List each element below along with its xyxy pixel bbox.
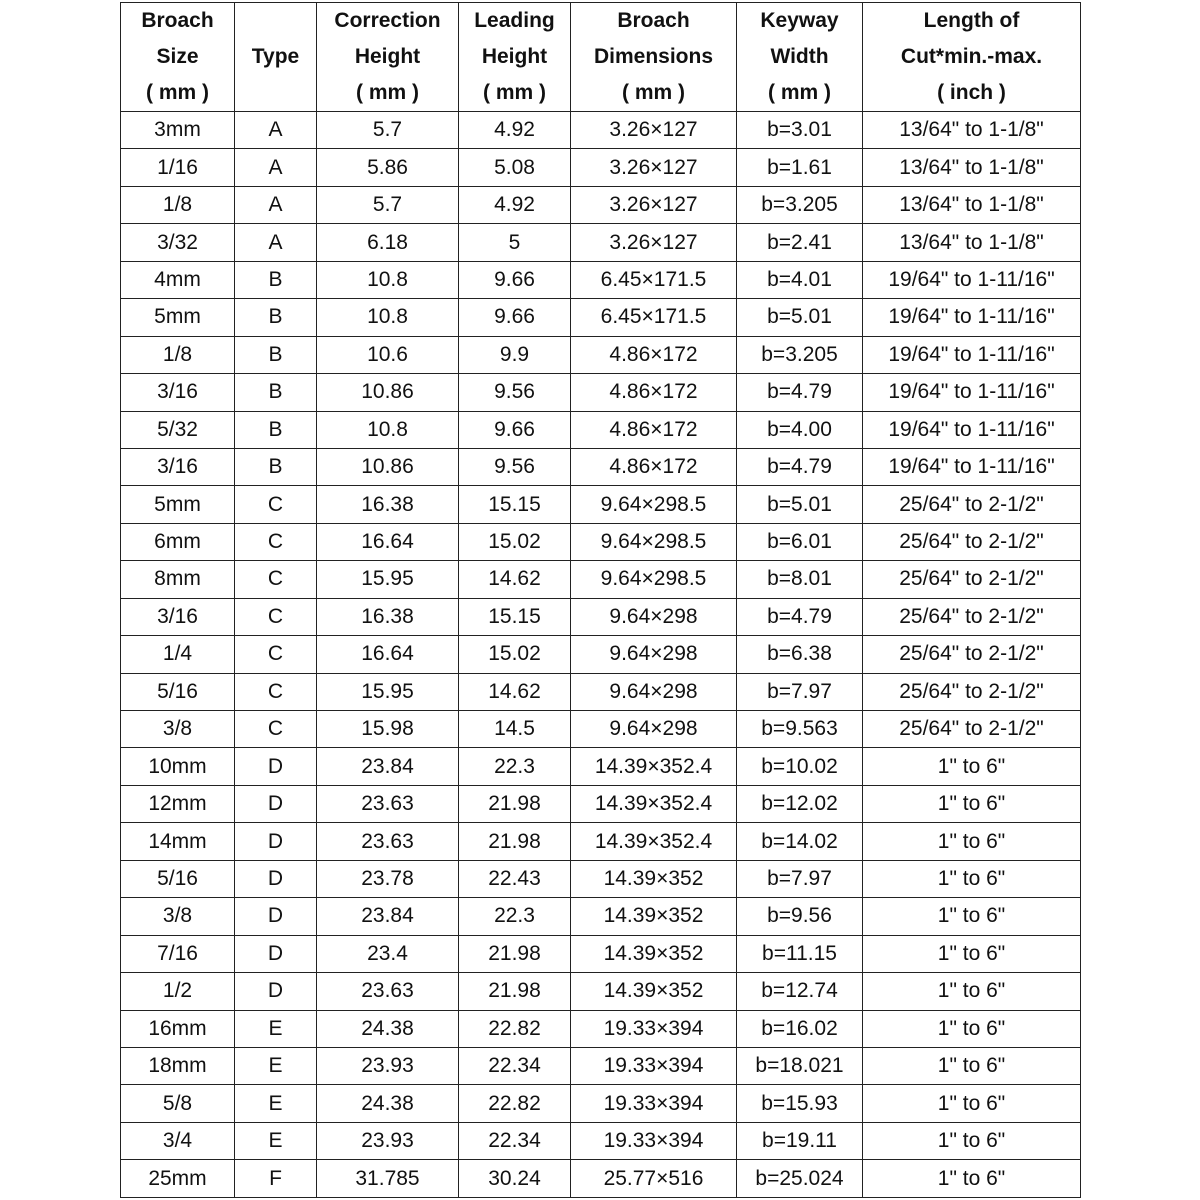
cell-leading-height: 22.3 xyxy=(459,898,571,935)
cell-broach-dimensions: 9.64×298 xyxy=(571,598,737,635)
column-header-line: ( inch ) xyxy=(937,81,1006,104)
cell-keyway-width: b=9.563 xyxy=(737,711,863,748)
column-header-line: Height xyxy=(354,45,421,68)
cell-leading-height: 14.62 xyxy=(459,561,571,598)
cell-length-of-cut: 25/64" to 2-1/2" xyxy=(863,598,1081,635)
cell-length-of-cut: 1" to 6" xyxy=(863,785,1081,822)
cell-correction-height: 10.86 xyxy=(317,448,459,485)
cell-broach-dimensions: 4.86×172 xyxy=(571,411,737,448)
cell-type: A xyxy=(235,186,317,223)
cell-broach-size: 3/16 xyxy=(121,598,235,635)
column-header-line: Length of xyxy=(923,9,1020,32)
cell-correction-height: 23.63 xyxy=(317,973,459,1010)
cell-keyway-width: b=9.56 xyxy=(737,898,863,935)
cell-correction-height: 23.78 xyxy=(317,860,459,897)
table-row xyxy=(121,1122,1081,1159)
cell-broach-size: 14mm xyxy=(121,823,235,860)
cell-leading-height: 14.62 xyxy=(459,673,571,710)
table-row xyxy=(121,898,1081,935)
column-header-line: Cut*min.-max. xyxy=(900,45,1043,68)
cell-correction-height: 16.38 xyxy=(317,486,459,523)
cell-broach-dimensions: 19.33×394 xyxy=(571,1122,737,1159)
cell-leading-height: 22.34 xyxy=(459,1047,571,1084)
cell-leading-height: 22.34 xyxy=(459,1122,571,1159)
table-row xyxy=(121,1085,1081,1122)
cell-broach-size: 25mm xyxy=(121,1160,235,1198)
cell-type: D xyxy=(235,860,317,897)
table-body xyxy=(121,112,1081,1198)
cell-broach-dimensions: 3.26×127 xyxy=(571,149,737,186)
table-row xyxy=(121,973,1081,1010)
column-header-line: Height xyxy=(481,45,548,68)
cell-correction-height: 23.63 xyxy=(317,823,459,860)
cell-keyway-width: b=4.79 xyxy=(737,448,863,485)
cell-correction-height: 16.64 xyxy=(317,636,459,673)
cell-broach-dimensions: 19.33×394 xyxy=(571,1085,737,1122)
cell-broach-size: 5mm xyxy=(121,299,235,336)
cell-length-of-cut: 1" to 6" xyxy=(863,823,1081,860)
cell-broach-dimensions: 9.64×298 xyxy=(571,636,737,673)
cell-broach-size: 1/4 xyxy=(121,636,235,673)
cell-broach-dimensions: 14.39×352.4 xyxy=(571,785,737,822)
cell-length-of-cut: 19/64" to 1-11/16" xyxy=(863,336,1081,373)
column-header-correction-height xyxy=(317,3,459,112)
cell-length-of-cut: 1" to 6" xyxy=(863,1010,1081,1047)
cell-broach-size: 1/2 xyxy=(121,973,235,1010)
column-header-line: Broach xyxy=(617,9,690,32)
cell-leading-height: 21.98 xyxy=(459,935,571,972)
cell-correction-height: 10.6 xyxy=(317,336,459,373)
table-row xyxy=(121,561,1081,598)
cell-broach-dimensions: 9.64×298 xyxy=(571,711,737,748)
cell-type: C xyxy=(235,673,317,710)
table-row xyxy=(121,598,1081,635)
cell-broach-size: 7/16 xyxy=(121,935,235,972)
cell-broach-dimensions: 6.45×171.5 xyxy=(571,261,737,298)
column-header-broach-size xyxy=(121,3,235,112)
table-row xyxy=(121,711,1081,748)
cell-broach-dimensions: 14.39×352 xyxy=(571,935,737,972)
cell-keyway-width: b=12.74 xyxy=(737,973,863,1010)
broach-spec-sheet xyxy=(120,2,1080,1198)
cell-broach-size: 3/4 xyxy=(121,1122,235,1159)
cell-leading-height: 15.02 xyxy=(459,636,571,673)
cell-broach-size: 18mm xyxy=(121,1047,235,1084)
cell-broach-dimensions: 4.86×172 xyxy=(571,374,737,411)
cell-length-of-cut: 13/64" to 1-1/8" xyxy=(863,186,1081,223)
cell-keyway-width: b=10.02 xyxy=(737,748,863,785)
column-header-line: Broach xyxy=(141,9,214,32)
cell-leading-height: 22.82 xyxy=(459,1010,571,1047)
cell-leading-height: 15.15 xyxy=(459,486,571,523)
table-row xyxy=(121,224,1081,261)
cell-broach-size: 5/32 xyxy=(121,411,235,448)
cell-leading-height: 21.98 xyxy=(459,973,571,1010)
cell-length-of-cut: 13/64" to 1-1/8" xyxy=(863,224,1081,261)
column-header-keyway-width xyxy=(737,3,863,112)
cell-length-of-cut: 1" to 6" xyxy=(863,860,1081,897)
cell-length-of-cut: 1" to 6" xyxy=(863,1160,1081,1198)
cell-leading-height: 9.56 xyxy=(459,374,571,411)
column-header-type xyxy=(235,3,317,112)
table-row xyxy=(121,186,1081,223)
cell-broach-size: 10mm xyxy=(121,748,235,785)
cell-type: C xyxy=(235,636,317,673)
cell-type: B xyxy=(235,261,317,298)
cell-length-of-cut: 1" to 6" xyxy=(863,935,1081,972)
table-row xyxy=(121,748,1081,785)
cell-length-of-cut: 25/64" to 2-1/2" xyxy=(863,523,1081,560)
cell-broach-dimensions: 14.39×352.4 xyxy=(571,748,737,785)
cell-correction-height: 15.95 xyxy=(317,561,459,598)
cell-correction-height: 23.93 xyxy=(317,1047,459,1084)
cell-correction-height: 23.63 xyxy=(317,785,459,822)
cell-leading-height: 30.24 xyxy=(459,1160,571,1198)
cell-leading-height: 4.92 xyxy=(459,112,571,149)
cell-keyway-width: b=7.97 xyxy=(737,673,863,710)
cell-leading-height: 22.43 xyxy=(459,860,571,897)
cell-leading-height: 4.92 xyxy=(459,186,571,223)
cell-correction-height: 10.8 xyxy=(317,261,459,298)
cell-length-of-cut: 1" to 6" xyxy=(863,1085,1081,1122)
cell-leading-height: 15.02 xyxy=(459,523,571,560)
cell-leading-height: 21.98 xyxy=(459,823,571,860)
cell-keyway-width: b=12.02 xyxy=(737,785,863,822)
cell-type: D xyxy=(235,935,317,972)
cell-broach-dimensions: 14.39×352 xyxy=(571,898,737,935)
cell-length-of-cut: 19/64" to 1-11/16" xyxy=(863,299,1081,336)
cell-length-of-cut: 19/64" to 1-11/16" xyxy=(863,374,1081,411)
cell-leading-height: 9.66 xyxy=(459,261,571,298)
cell-leading-height: 15.15 xyxy=(459,598,571,635)
cell-broach-size: 6mm xyxy=(121,523,235,560)
cell-correction-height: 10.8 xyxy=(317,411,459,448)
cell-length-of-cut: 25/64" to 2-1/2" xyxy=(863,561,1081,598)
cell-correction-height: 23.84 xyxy=(317,898,459,935)
cell-broach-dimensions: 6.45×171.5 xyxy=(571,299,737,336)
cell-broach-dimensions: 4.86×172 xyxy=(571,336,737,373)
cell-keyway-width: b=2.41 xyxy=(737,224,863,261)
cell-type: D xyxy=(235,898,317,935)
cell-length-of-cut: 25/64" to 2-1/2" xyxy=(863,673,1081,710)
column-header-line: Size xyxy=(156,45,199,68)
cell-correction-height: 31.785 xyxy=(317,1160,459,1198)
table-header xyxy=(121,3,1081,112)
broach-spec-table xyxy=(120,2,1081,1198)
table-row xyxy=(121,523,1081,560)
table-row xyxy=(121,374,1081,411)
cell-type: B xyxy=(235,448,317,485)
cell-broach-size: 1/16 xyxy=(121,149,235,186)
cell-keyway-width: b=5.01 xyxy=(737,299,863,336)
cell-type: E xyxy=(235,1047,317,1084)
cell-correction-height: 23.84 xyxy=(317,748,459,785)
cell-leading-height: 9.66 xyxy=(459,411,571,448)
table-row xyxy=(121,673,1081,710)
cell-length-of-cut: 1" to 6" xyxy=(863,973,1081,1010)
cell-length-of-cut: 25/64" to 2-1/2" xyxy=(863,486,1081,523)
cell-broach-size: 16mm xyxy=(121,1010,235,1047)
cell-broach-dimensions: 3.26×127 xyxy=(571,224,737,261)
table-row xyxy=(121,486,1081,523)
column-header-line: ( mm ) xyxy=(356,81,419,104)
cell-correction-height: 10.86 xyxy=(317,374,459,411)
cell-keyway-width: b=15.93 xyxy=(737,1085,863,1122)
cell-broach-size: 3/16 xyxy=(121,374,235,411)
table-row xyxy=(121,785,1081,822)
cell-broach-dimensions: 3.26×127 xyxy=(571,112,737,149)
cell-correction-height: 23.4 xyxy=(317,935,459,972)
table-row xyxy=(121,823,1081,860)
table-row xyxy=(121,1160,1081,1198)
cell-broach-size: 5mm xyxy=(121,486,235,523)
column-header-broach-dimensions xyxy=(571,3,737,112)
cell-broach-size: 8mm xyxy=(121,561,235,598)
cell-type: E xyxy=(235,1085,317,1122)
cell-type: D xyxy=(235,973,317,1010)
cell-broach-size: 5/8 xyxy=(121,1085,235,1122)
cell-keyway-width: b=14.02 xyxy=(737,823,863,860)
table-row xyxy=(121,636,1081,673)
cell-keyway-width: b=4.00 xyxy=(737,411,863,448)
cell-length-of-cut: 19/64" to 1-11/16" xyxy=(863,261,1081,298)
cell-type: D xyxy=(235,823,317,860)
cell-keyway-width: b=11.15 xyxy=(737,935,863,972)
cell-broach-dimensions: 3.26×127 xyxy=(571,186,737,223)
cell-leading-height: 22.3 xyxy=(459,748,571,785)
cell-keyway-width: b=18.021 xyxy=(737,1047,863,1084)
cell-type: A xyxy=(235,112,317,149)
cell-length-of-cut: 1" to 6" xyxy=(863,1047,1081,1084)
cell-broach-size: 3mm xyxy=(121,112,235,149)
cell-type: C xyxy=(235,598,317,635)
cell-broach-size: 12mm xyxy=(121,785,235,822)
column-header-line: Width xyxy=(770,45,829,68)
header-row xyxy=(121,3,1081,112)
cell-correction-height: 6.18 xyxy=(317,224,459,261)
cell-length-of-cut: 1" to 6" xyxy=(863,1122,1081,1159)
cell-keyway-width: b=25.024 xyxy=(737,1160,863,1198)
table-row xyxy=(121,336,1081,373)
table-row xyxy=(121,299,1081,336)
cell-leading-height: 21.98 xyxy=(459,785,571,822)
cell-broach-size: 5/16 xyxy=(121,673,235,710)
cell-keyway-width: b=16.02 xyxy=(737,1010,863,1047)
cell-length-of-cut: 1" to 6" xyxy=(863,748,1081,785)
cell-leading-height: 5.08 xyxy=(459,149,571,186)
cell-broach-dimensions: 19.33×394 xyxy=(571,1010,737,1047)
column-header-line: Leading xyxy=(474,9,555,32)
cell-broach-dimensions: 25.77×516 xyxy=(571,1160,737,1198)
cell-broach-size: 5/16 xyxy=(121,860,235,897)
column-header-line: Dimensions xyxy=(593,45,714,68)
cell-leading-height: 9.9 xyxy=(459,336,571,373)
table-row xyxy=(121,411,1081,448)
cell-length-of-cut: 1" to 6" xyxy=(863,898,1081,935)
cell-keyway-width: b=1.61 xyxy=(737,149,863,186)
table-row xyxy=(121,1010,1081,1047)
cell-broach-size: 3/32 xyxy=(121,224,235,261)
cell-broach-dimensions: 9.64×298.5 xyxy=(571,486,737,523)
cell-type: C xyxy=(235,523,317,560)
cell-type: E xyxy=(235,1122,317,1159)
table-row xyxy=(121,448,1081,485)
column-header-line: Keyway xyxy=(760,9,839,32)
cell-broach-dimensions: 9.64×298.5 xyxy=(571,561,737,598)
cell-type: B xyxy=(235,411,317,448)
cell-length-of-cut: 25/64" to 2-1/2" xyxy=(863,711,1081,748)
cell-keyway-width: b=3.205 xyxy=(737,186,863,223)
cell-type: C xyxy=(235,561,317,598)
cell-keyway-width: b=4.79 xyxy=(737,374,863,411)
cell-type: A xyxy=(235,224,317,261)
cell-type: C xyxy=(235,486,317,523)
cell-type: E xyxy=(235,1010,317,1047)
cell-correction-height: 23.93 xyxy=(317,1122,459,1159)
cell-correction-height: 5.7 xyxy=(317,186,459,223)
cell-correction-height: 16.38 xyxy=(317,598,459,635)
cell-broach-dimensions: 9.64×298 xyxy=(571,673,737,710)
cell-leading-height: 5 xyxy=(459,224,571,261)
cell-broach-size: 1/8 xyxy=(121,336,235,373)
cell-correction-height: 24.38 xyxy=(317,1085,459,1122)
table-row xyxy=(121,935,1081,972)
cell-leading-height: 9.56 xyxy=(459,448,571,485)
cell-type: B xyxy=(235,299,317,336)
cell-broach-size: 4mm xyxy=(121,261,235,298)
cell-keyway-width: b=3.01 xyxy=(737,112,863,149)
cell-correction-height: 15.98 xyxy=(317,711,459,748)
cell-broach-dimensions: 14.39×352 xyxy=(571,973,737,1010)
table-row xyxy=(121,112,1081,149)
cell-keyway-width: b=4.01 xyxy=(737,261,863,298)
cell-correction-height: 15.95 xyxy=(317,673,459,710)
column-header-line: Correction xyxy=(334,9,441,32)
cell-broach-size: 3/16 xyxy=(121,448,235,485)
column-header-line: ( mm ) xyxy=(146,81,209,104)
column-header-line: ( mm ) xyxy=(483,81,546,104)
cell-keyway-width: b=5.01 xyxy=(737,486,863,523)
cell-correction-height: 16.64 xyxy=(317,523,459,560)
cell-leading-height: 9.66 xyxy=(459,299,571,336)
cell-type: F xyxy=(235,1160,317,1198)
cell-type: C xyxy=(235,711,317,748)
cell-correction-height: 24.38 xyxy=(317,1010,459,1047)
cell-broach-dimensions: 19.33×394 xyxy=(571,1047,737,1084)
cell-correction-height: 5.7 xyxy=(317,112,459,149)
table-row xyxy=(121,1047,1081,1084)
cell-keyway-width: b=8.01 xyxy=(737,561,863,598)
cell-length-of-cut: 13/64" to 1-1/8" xyxy=(863,112,1081,149)
column-header-line: ( mm ) xyxy=(622,81,685,104)
column-header-line: Type xyxy=(251,45,300,68)
cell-length-of-cut: 19/64" to 1-11/16" xyxy=(863,448,1081,485)
cell-broach-size: 3/8 xyxy=(121,898,235,935)
column-header-leading-height xyxy=(459,3,571,112)
cell-correction-height: 10.8 xyxy=(317,299,459,336)
cell-type: D xyxy=(235,748,317,785)
cell-broach-size: 1/8 xyxy=(121,186,235,223)
cell-broach-dimensions: 9.64×298.5 xyxy=(571,523,737,560)
cell-correction-height: 5.86 xyxy=(317,149,459,186)
table-row xyxy=(121,261,1081,298)
cell-leading-height: 14.5 xyxy=(459,711,571,748)
table-row xyxy=(121,860,1081,897)
cell-broach-size: 3/8 xyxy=(121,711,235,748)
cell-broach-dimensions: 4.86×172 xyxy=(571,448,737,485)
cell-keyway-width: b=4.79 xyxy=(737,598,863,635)
cell-leading-height: 22.82 xyxy=(459,1085,571,1122)
table-row xyxy=(121,149,1081,186)
cell-keyway-width: b=3.205 xyxy=(737,336,863,373)
cell-type: B xyxy=(235,374,317,411)
cell-length-of-cut: 19/64" to 1-11/16" xyxy=(863,411,1081,448)
cell-broach-dimensions: 14.39×352.4 xyxy=(571,823,737,860)
cell-type: B xyxy=(235,336,317,373)
cell-length-of-cut: 13/64" to 1-1/8" xyxy=(863,149,1081,186)
cell-keyway-width: b=6.38 xyxy=(737,636,863,673)
cell-type: D xyxy=(235,785,317,822)
cell-keyway-width: b=19.11 xyxy=(737,1122,863,1159)
column-header-length-of-cut xyxy=(863,3,1081,112)
column-header-line: ( mm ) xyxy=(768,81,831,104)
cell-type: A xyxy=(235,149,317,186)
cell-length-of-cut: 25/64" to 2-1/2" xyxy=(863,636,1081,673)
cell-keyway-width: b=7.97 xyxy=(737,860,863,897)
cell-broach-dimensions: 14.39×352 xyxy=(571,860,737,897)
cell-keyway-width: b=6.01 xyxy=(737,523,863,560)
